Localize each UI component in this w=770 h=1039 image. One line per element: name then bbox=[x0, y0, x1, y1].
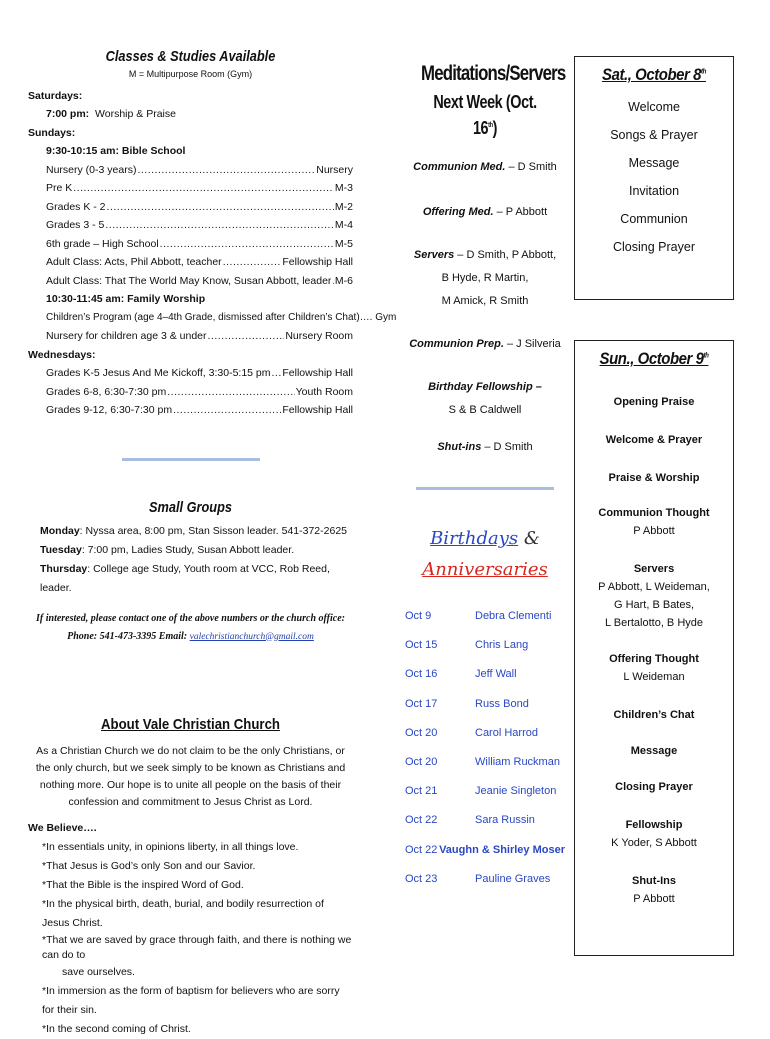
order-item-name: P Abbott bbox=[633, 525, 675, 537]
class-row: Adult Class: That The World May Know, Susan Abbott, leader ..... M-6 bbox=[46, 272, 353, 291]
birthday-row: Oct 16 Jeff Wall bbox=[405, 668, 517, 681]
order-item: Fellowship bbox=[625, 819, 683, 831]
birthdays-title: Birthdays & Anniversaries bbox=[422, 528, 548, 580]
servers-subtitle: Next Week (Oct. 16th) bbox=[433, 92, 537, 138]
small-groups-list bbox=[28, 522, 353, 598]
saturday-order-box bbox=[574, 56, 734, 300]
section-divider bbox=[416, 487, 554, 490]
birthday-row: Oct 22 Vaughn & Shirley Moser bbox=[405, 843, 565, 856]
bible-school-list bbox=[28, 161, 353, 291]
sundays-label: Sundays: bbox=[28, 126, 76, 139]
class-row: Adult Class: Acts, Phil Abbott, teacher ..... Fellowship Hall bbox=[46, 253, 353, 272]
saturdays-label: Saturdays: bbox=[28, 90, 83, 102]
belief-item: *In essentials unity, in opinions liberty, in all things love. bbox=[42, 840, 299, 853]
order-item: Children’s Chat bbox=[613, 709, 695, 721]
order-item: Invitation bbox=[628, 184, 680, 198]
birthday-row: Oct 21 Jeanie Singleton bbox=[405, 785, 557, 798]
saturday-title: Sat., October 8th bbox=[602, 65, 706, 84]
order-item: Opening Praise bbox=[613, 396, 695, 408]
sunday-title: Sun., October 9th bbox=[599, 349, 709, 368]
room-legend: M = Multipurpose Room (Gym) bbox=[128, 69, 253, 79]
contact-info: If interested, please contact one of the above numbers or the church office: Phone: 541-473-3395 Email: valechristianchurch@gmail.com bbox=[36, 612, 345, 642]
belief-item: *That the Bible is the inspired Word of God. bbox=[42, 878, 244, 891]
class-row: Grades K - 2 ..... M-2 bbox=[46, 198, 353, 217]
class-row: Grades K-5 Jesus And Me Kickoff, 3:30-5:15 pm ..... Fellowship Hall bbox=[46, 364, 353, 383]
class-row: 6th grade – High School ..... M-5 bbox=[46, 235, 353, 254]
saturday-time: 7:00 pm: bbox=[46, 108, 90, 120]
belief-item-continued: save ourselves. bbox=[62, 965, 135, 978]
class-row: Grades 9-12, 6:30-7:30 pm ..... Fellowship Hall bbox=[46, 401, 353, 420]
order-item: Praise & Worship bbox=[608, 472, 700, 484]
right-column bbox=[574, 56, 734, 956]
communion-prep: Communion Prep. – J Silveria bbox=[409, 338, 561, 350]
section-divider bbox=[122, 458, 260, 461]
order-item: Servers bbox=[633, 563, 675, 575]
classes-title: Classes & Studies Available bbox=[105, 48, 276, 65]
small-group-item: Monday: Nyssa area, 8:00 pm, Stan Sisson leader. 541-372-2625 bbox=[40, 524, 348, 537]
birthday-row: Oct 22 Sara Russin bbox=[405, 814, 535, 827]
birthday-fellowship: Birthday Fellowship – S & B Caldwell bbox=[428, 381, 542, 416]
email-link[interactable]: valechristianchurch@gmail.com bbox=[189, 631, 314, 642]
we-believe-label: We Believe…. bbox=[28, 821, 97, 834]
birthday-row: Oct 17 Russ Bond bbox=[405, 697, 529, 710]
small-group-item: Thursday: College age Study, Youth room at VCC, Rob Reed, leader. bbox=[40, 562, 330, 594]
sunday-order-box bbox=[574, 340, 734, 956]
order-item: Shut-Ins bbox=[632, 875, 676, 887]
belief-item: *That we are saved by grace through faith, and there is nothing we can do to bbox=[42, 933, 352, 961]
shutins: Shut-ins – D Smith bbox=[437, 441, 533, 453]
order-item-name: L Weideman bbox=[623, 671, 685, 683]
small-group-item: Tuesday: 7:00 pm, Ladies Study, Susan Abbott leader. bbox=[40, 543, 295, 556]
family-worship-list bbox=[28, 309, 397, 346]
wednesday-list bbox=[28, 364, 353, 420]
birthday-row: Oct 20 William Ruckman bbox=[405, 756, 560, 769]
birthday-row: Oct 9 Debra Clementi bbox=[405, 610, 552, 622]
order-item-name: G Hart, B Bates, bbox=[613, 599, 695, 611]
order-item-name: K Yoder, S Abbott bbox=[611, 837, 697, 849]
order-item-name: P Abbott, L Weideman, bbox=[598, 581, 710, 593]
wednesdays-label: Wednesdays: bbox=[28, 348, 96, 361]
order-item: Communion Thought bbox=[598, 507, 710, 519]
order-item-name: L Bertalotto, B Hyde bbox=[604, 617, 704, 629]
middle-column bbox=[405, 60, 565, 894]
birthday-row: Oct 20 Carol Harrod bbox=[405, 726, 538, 739]
order-item: Closing Prayer bbox=[615, 781, 693, 793]
saturday-event: Worship & Praise bbox=[95, 108, 176, 120]
family-worship-heading: 10:30-11:45 am: Family Worship bbox=[46, 293, 206, 305]
order-item: Offering Thought bbox=[609, 653, 699, 665]
bible-school-heading: 9:30-10:15 am: Bible School bbox=[46, 145, 186, 157]
communion-med: Communion Med. – D Smith bbox=[413, 161, 557, 173]
class-row: Pre K ..... M-3 bbox=[46, 179, 353, 198]
order-item: Message bbox=[630, 745, 678, 757]
order-item-name: P Abbott bbox=[633, 893, 675, 905]
order-item: Welcome & Prayer bbox=[605, 434, 703, 446]
left-column bbox=[28, 48, 397, 1039]
belief-item: *That Jesus is God’s only Son and our Savior. bbox=[42, 859, 256, 872]
birthday-list bbox=[405, 602, 565, 894]
order-item: Communion bbox=[620, 212, 688, 226]
servers-title: Meditations/Servers bbox=[421, 62, 566, 85]
belief-item: *In immersion as the form of baptism for believers who are sorry for their sin. bbox=[42, 984, 340, 1016]
belief-item: *In the physical birth, death, burial, and bodily resurrection of Jesus Christ. bbox=[42, 897, 324, 929]
order-item: Welcome bbox=[628, 100, 680, 114]
servers-list: Servers – D Smith, P Abbott, B Hyde, R Martin, M Amick, R Smith bbox=[413, 249, 557, 307]
class-row: Nursery for children age 3 & under ..... Nursery Room bbox=[46, 327, 353, 346]
small-groups-title: Small Groups bbox=[149, 498, 232, 516]
class-row: Grades 3 - 5 ..... M-4 bbox=[46, 216, 353, 235]
order-item: Songs & Prayer bbox=[610, 128, 698, 142]
saturday-item bbox=[28, 105, 353, 124]
birthday-row: Oct 23 Pauline Graves bbox=[405, 872, 551, 885]
order-item: Message bbox=[628, 156, 680, 170]
about-title: About Vale Christian Church bbox=[101, 715, 280, 733]
beliefs-list bbox=[28, 819, 353, 1039]
class-row: Nursery (0-3 years) ..... Nursery bbox=[46, 161, 353, 180]
about-paragraph: As a Christian Church we do not claim to be the only Christians, or the only church, but we seek simply to be known as Christians and nothing more. Our hope is to unite all people on the basis of their confession and commitment to Jesus Christ as Lord. bbox=[35, 744, 346, 808]
order-item: Closing Prayer bbox=[613, 240, 695, 254]
offering-med: Offering Med. – P Abbott bbox=[422, 206, 548, 218]
belief-item: *In the second coming of Christ. bbox=[42, 1022, 191, 1035]
class-row: Grades 6-8, 6:30-7:30 pm ..... Youth Room bbox=[46, 383, 353, 402]
birthday-row: Oct 15 Chris Lang bbox=[405, 639, 529, 652]
childrens-program: Children’s Program (age 4–4th Grade, dismissed after Children’s Chat)…. Gym bbox=[46, 311, 397, 323]
